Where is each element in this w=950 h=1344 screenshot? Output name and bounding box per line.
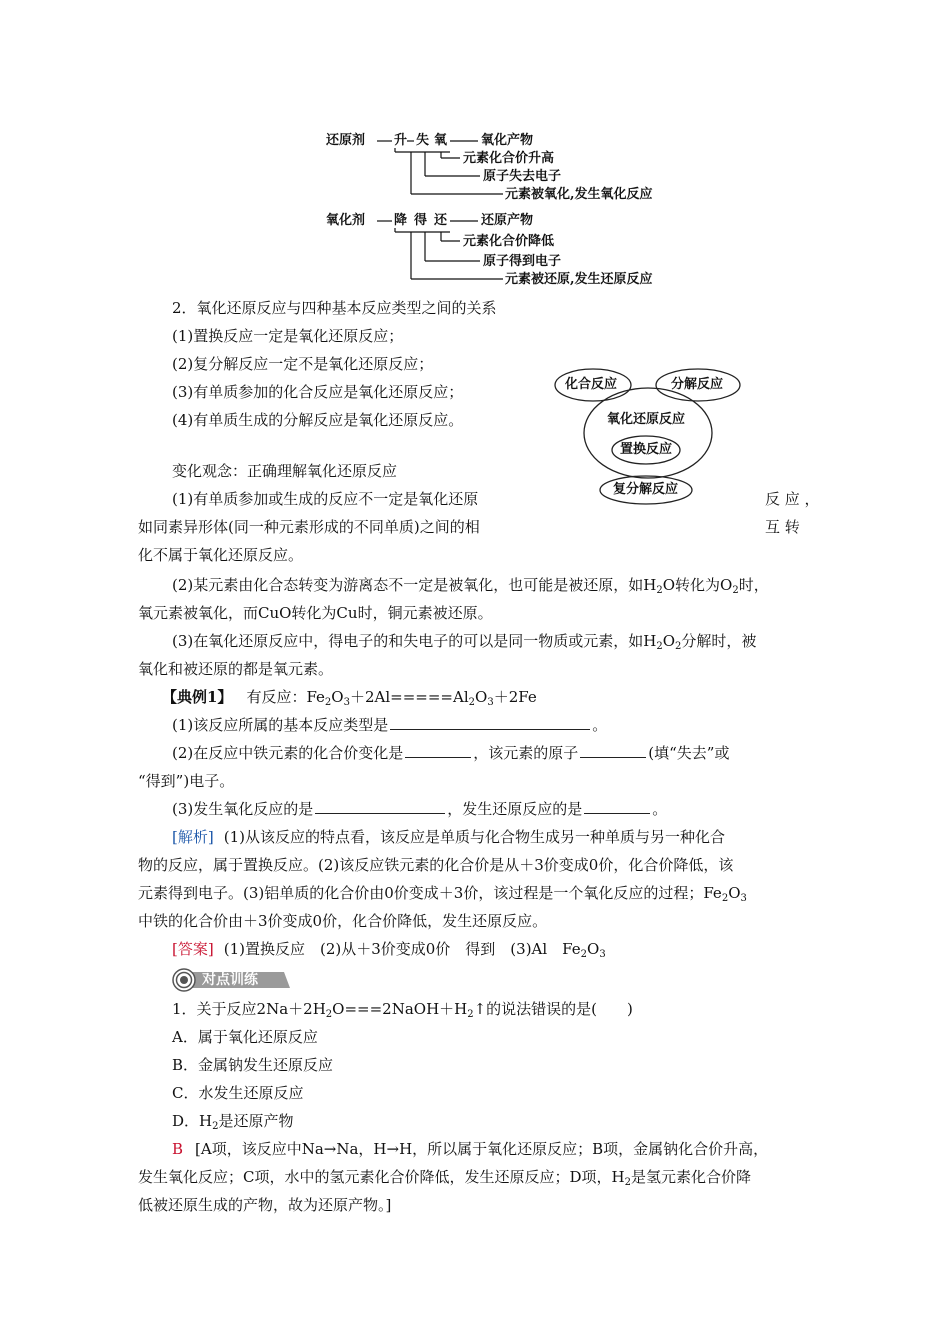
venn-label-combination: 化合反应 — [565, 377, 618, 392]
practice-badge — [172, 968, 292, 992]
venn-shapes — [0, 0, 950, 520]
section2-item-2: (2)复分解反应一定不是氧化还原反应； — [172, 355, 434, 373]
section2-title: 2．氧化还原反应与四种基本反应类型之间的关系 — [172, 299, 497, 317]
oxidizer-item-reduced: 元素被还原,发生还原反应 — [505, 272, 653, 287]
oxidizer-char-gain: 得 — [414, 213, 428, 228]
example-q3: (3)发生氧化反应的是 ，发生还原反应的是 。 — [172, 800, 668, 818]
q3-reduction-blank[interactable] — [584, 798, 650, 814]
venn-label-displacement: 置换反应 — [620, 442, 673, 457]
section2-item-1: (1)置换反应一定是氧化还原反应； — [172, 327, 404, 345]
option-b[interactable]: B．金属钠发生还原反应 — [172, 1056, 334, 1074]
practice-badge-label: 对点训练 — [202, 972, 258, 988]
example-label: 【典例1】 — [162, 688, 233, 706]
reducer-char-oxidize: 氧 — [434, 133, 448, 148]
reducer-item-valence-rise: 元素化合价升高 — [463, 151, 555, 166]
venn-label-redox: 氧化还原反应 — [607, 412, 686, 427]
oxidizer-label: 氧化剂 — [326, 213, 366, 228]
practice-question: 1．关于反应$2Na+2H_2O===2NaOH+H_2↑$的说法错误的是( ) — [172, 1000, 633, 1020]
oxidizer-char-reduce: 还 — [434, 213, 448, 228]
practice-answer-letter: B — [172, 1140, 184, 1158]
concept-title: 变化观念：正确理解氧化还原反应 — [172, 462, 398, 480]
concept-p2-line1: (2)某元素由化合态转变为游离态不一定是被氧化，也可能是被还原，如$H_2O$转化为$O_2$时， — [172, 576, 769, 596]
q1-answer-blank[interactable] — [390, 714, 590, 730]
concept-p1-line2-right: 互 转 — [765, 518, 800, 536]
analysis-line3: 元素得到电子。(3)铝单质的化合价由0价变成＋3价，该过程是一个氧化反应的过程；$Fe_2O_3$ — [138, 884, 747, 904]
concept-p1-line1-right: 反 应 ， — [765, 490, 820, 508]
example-q2: (2)在反应中铁元素的化合价变化是 ，该元素的原子 (填“失去”或 — [172, 744, 730, 762]
concept-p2-line2: 氧元素被氧化，而CuO转化为Cu时，铜元素被还原。 — [138, 604, 493, 622]
section2-item-4: (4)有单质生成的分解反应是氧化还原反应。 — [172, 411, 464, 429]
q2-electron-blank[interactable] — [580, 742, 646, 758]
example-q1: (1)该反应所属的基本反应类型是 。 — [172, 716, 608, 734]
concept-p1-line2: 如同素异形体(同一种元素形成的不同单质)之间的相 — [138, 518, 480, 536]
example-1-header: 【典例1】 有反应：$Fe_2O_3+2Al=====Al_2O_3+2Fe$ — [162, 688, 537, 708]
option-c[interactable]: C．水发生还原反应 — [172, 1084, 304, 1102]
answer-label: [答案] — [172, 940, 214, 958]
reducer-item-oxidation-product: 氧化产物 — [481, 133, 534, 148]
reducer-label: 还原剂 — [326, 133, 366, 148]
oxidizer-item-valence-fall: 元素化合价降低 — [463, 234, 555, 249]
concept-p3-line2: 氧化和被还原的都是氧元素。 — [138, 660, 334, 678]
oxidizer-item-reduction-product: 还原产物 — [481, 213, 534, 228]
oxidizer-item-gain-electrons: 原子得到电子 — [483, 254, 562, 269]
example-q2-line2: “得到”)电子。 — [138, 772, 235, 790]
analysis-line4: 中铁的化合价由＋3价变成0价，化合价降低，发生还原反应。 — [138, 912, 548, 930]
concept-p1-line3: 化不属于氧化还原反应。 — [138, 546, 304, 564]
analysis-label: [解析] — [172, 828, 214, 846]
q2-valence-blank[interactable] — [405, 742, 471, 758]
concept-p1-line1: (1)有单质参加或生成的反应不一定是氧化还原 — [172, 490, 479, 508]
reducer-item-oxidized: 元素被氧化,发生氧化反应 — [505, 187, 653, 202]
analysis-line2: 物的反应，属于置换反应。(2)该反应铁元素的化合价是从＋3价变成0价，化合价降低，该 — [138, 856, 734, 874]
option-a[interactable]: A．属于氧化还原反应 — [172, 1028, 318, 1046]
oxidizer-char-fall: 降 — [394, 213, 408, 228]
reducer-char-rise: 升 — [394, 133, 408, 148]
venn-label-double-decomposition: 复分解反应 — [613, 482, 679, 497]
concept-p3-line1: (3)在氧化还原反应中，得电子的和失电子的可以是同一物质或元素，如$H_2O_2$分解时，被 — [172, 632, 757, 652]
section2-item-3: (3)有单质参加的化合反应是氧化还原反应； — [172, 383, 464, 401]
practice-explain-line3: 低被还原生成的产物，故为还原产物。] — [138, 1196, 392, 1214]
answer-line: [答案] (1)置换反应 (2)从＋3价变成0价 得到 (3)Al $Fe_2O_3$ — [172, 940, 606, 960]
venn-label-decomposition: 分解反应 — [671, 377, 724, 392]
practice-explain-line2: 发生氧化反应；C项，水中的氢元素化合价降低，发生还原反应；D项，$H_2$是氢元素化合价降 — [138, 1168, 751, 1188]
analysis-line1: [解析] (1)从该反应的特点看，该反应是单质与化合物生成另一种单质与另一种化合 — [172, 828, 725, 846]
reducer-item-lose-electrons: 原子失去电子 — [483, 169, 562, 184]
reducer-char-lose: 失 — [416, 133, 430, 148]
q3-oxidation-blank[interactable] — [315, 798, 445, 814]
practice-explain-line1: B [A项，该反应中Na→Na，H→H，所以属于氧化还原反应；B项，金属钠化合价升高， — [172, 1140, 769, 1158]
option-d[interactable]: D．$H_2$是还原产物 — [172, 1112, 294, 1132]
